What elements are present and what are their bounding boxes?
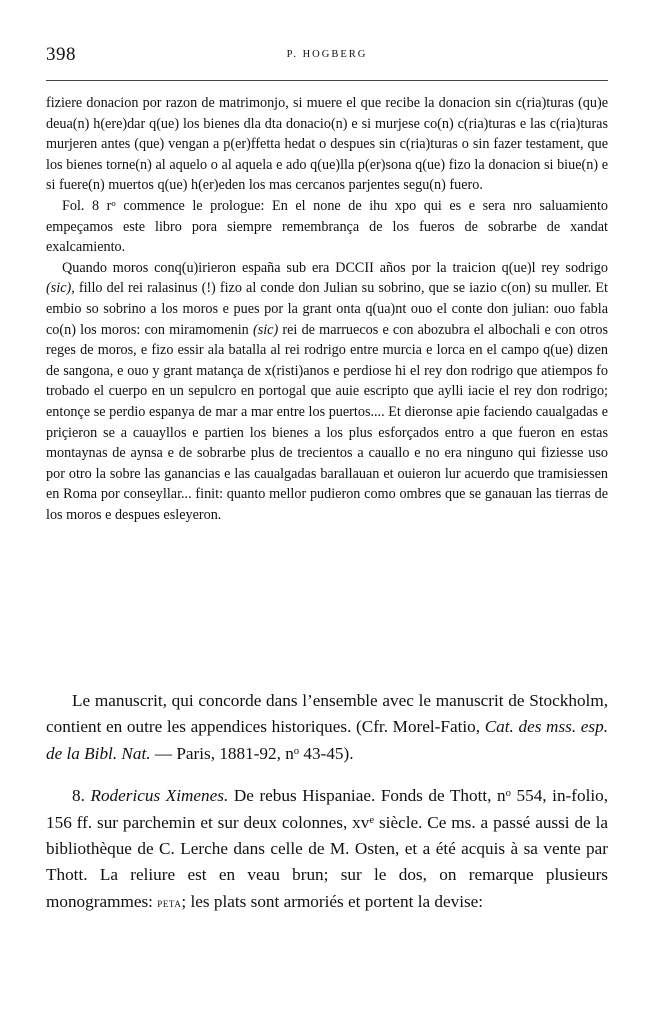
quoted-transcription: [46, 93, 608, 525]
body-paragraph: [46, 688, 608, 767]
quoted-text: rei de marruecos e con abozubra el albochali e con otros reges de moros, e fizo essir ala batalla al rei rodrigo entre murcia e lorca en el campo q(ue) dizen de sangona, e ouo y grant matança de x(risti)anos e perdiose hi el rey don rodrigo que atiempos fo trobado el cuerpo en un sepulcro en portogal que auie escripto que aylli iacie el rey don rodrigo; entonçe se perdio espanya de mar a mar entre los puertos.... Et dieronse apie faciendo caualgadas e priçieron se a cauayllos e partien los bienes a los plus esforçados entro a que fueron en estas montaynas de aynsa e de sobrarbe plus de trecientos a cauallo e no era ninguno qui fiziesse uso por otro la sobre las ganancias e las caualgadas barallauan et ouieron lur acuerdo que tramisiessen en Roma por conseyllar... finit: quanto mellor pudieron como ombres que se ganauan las tierras de los moros e despues esleyeron.: [46, 321, 608, 523]
quoted-paragraph: [46, 258, 608, 526]
sic-note: (sic),: [46, 280, 75, 297]
entry-author: Rodericus Ximenes.: [90, 786, 229, 806]
page-number: 398: [46, 44, 76, 65]
monogram-text: peta: [157, 894, 182, 910]
header-rule: [46, 80, 608, 81]
superscript: o: [505, 788, 511, 800]
quoted-text: fiziere donacion por razon de matrimonjo, si muere el que recibe la donacion sin c(ria)turas (qu)e deua(n) h(ere)dar q(ue) los bienes dla dta donacio(n) e si murjese co(n) c(ria)turas e las c(ria)turas murjeren antes (que) vengan a p(er)ffetta hedat o despues sin c(ria)turas o sin fazer testament, que los bienes torne(n) al aquelo o al aquela e ado q(ue)lla p(er)sona q(ue) fizo la donacion si biue(n) e si fuere(n) muertos q(ue) h(er)eden los mas cercanos parjentes segu(n) fuero.: [46, 95, 608, 194]
body-text: Le manuscrit, qui concorde dans l’ensemble avec le manuscrit de Stockholm, contient en outre les appendices historiques. (Cfr. Morel-Fatio,: [46, 691, 608, 737]
body-text: 554, in-folio, 156 ff. sur parchemin et sur deux colonnes, xv: [46, 786, 609, 832]
quoted-text: commence le prologue: En el none de ihu xpo qui es e sera nro saluamiento empeçamos este libro pora siempre remembrança de los fueros de sobrarbe de xandat exalcamiento.: [46, 197, 608, 256]
main-text: [46, 688, 608, 916]
running-head: P. HOGBERG: [286, 49, 368, 60]
quoted-text: Quando moros conq(u)irieron españa sub era DCCII años por la traicion q(ue)l rey sodrigo: [62, 259, 608, 276]
page-header: [46, 44, 608, 74]
sic-note: (sic): [252, 321, 279, 338]
body-text: De rebus Hispaniae. Fonds de Thott, n: [228, 786, 506, 806]
superscript: o: [293, 746, 300, 758]
superscript: e: [369, 814, 375, 826]
quoted-paragraph: [46, 93, 608, 196]
quoted-text: fillo del rei ralasinus (!) fizo al conde don Julian su sobrino, que se iazio c(on) su muller. Et embio so sobrino a los moros e pues por la grant onta q(ua)nt ouo el conte don julian: ouo fabla co(n) los moros: con miramomenin: [46, 280, 608, 338]
quoted-text: Fol. 8 r: [62, 197, 112, 214]
body-paragraph: [46, 783, 608, 916]
superscript: o: [111, 198, 116, 209]
body-text: — Paris, 1881-92, n: [150, 743, 294, 763]
body-text: siècle. Ce ms. a passé aussi de la bibliothèque de C. Lerche dans celle de M. Osten, et a été acquis à sa vente par Thott. La reliure est en veau brun; sur le dos, on remarque plusieurs monogrammes:: [46, 812, 608, 911]
citation-title: Cat. des mss. esp. de la Bibl. Nat.: [46, 717, 608, 763]
entry-number: 8.: [72, 786, 91, 806]
quoted-paragraph: [46, 196, 608, 258]
body-text: 43-45).: [299, 743, 354, 763]
body-text: ; les plats sont armoriés et portent la devise:: [181, 891, 484, 911]
